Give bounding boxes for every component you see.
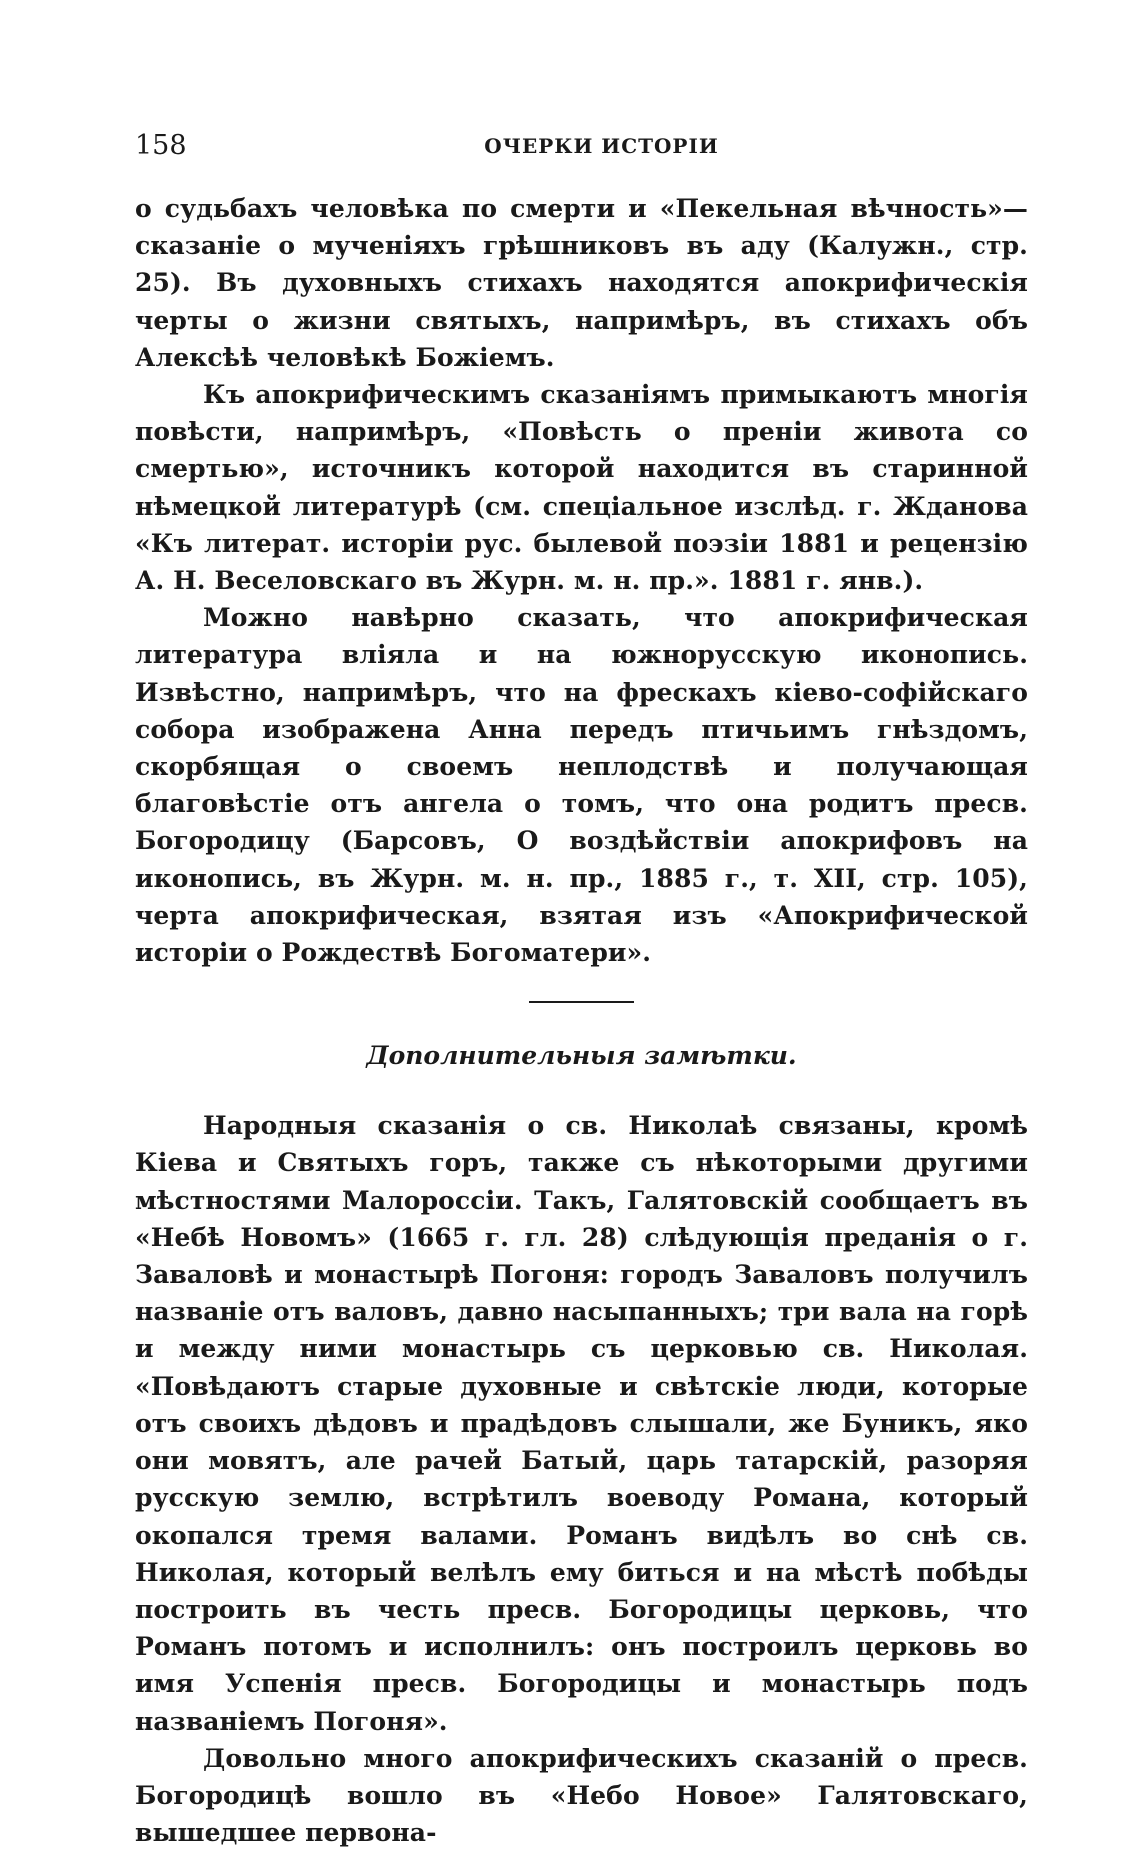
section-title: Дополнительныя замѣтки.	[366, 1041, 797, 1071]
paragraph: Народныя сказанія о св. Николаѣ связаны, кромѣ Кіева и Святыхъ горъ, также съ нѣкоторыми другими мѣстностями Малороссіи. Такъ, Галятовскій сообщаетъ въ «Небѣ Новомъ» (1665 г. гл. 28) слѣдующія преданія о г. Заваловѣ и монастырѣ Погоня: городъ Заваловъ получилъ названіе отъ валовъ, давно насыпанныхъ; три вала на горѣ и между ними монастырь съ церковью св. Николая. «Повѣдаютъ старые духовные и свѣтскіе люди, которые отъ своихъ дѣдовъ и прадѣдовъ слышали, же Буникъ, яко они мовятъ, але рачей Батый, царь татарскій, разоряя русскую землю, встрѣтилъ воеводу Романа, который окопался тремя валами. Романъ видѣлъ во снѣ св. Николая, который велѣлъ ему биться и на мѣстѣ побѣды построить въ честь пресв. Богородицы церковь, что Романъ потомъ и исполнилъ: онъ построилъ церковь во имя Успенія пресв. Богородицы и монастырь подъ названіемъ Погоня».	[135, 1111, 1028, 1736]
paragraph: Можно навѣрно сказать, что апокрифическая литература вліяла и на южнорусскую иконопись. Извѣстно, напримѣръ, что на фрескахъ кіево-софійскаго собора изображена Анна передъ птичьимъ гнѣздомъ, скорбящая о своемъ неплодствѣ и получающая благовѣстіе отъ ангела о томъ, что она родитъ пресв. Богородицу (Барсовъ, О воздѣйствіи апокрифовъ на иконопись, въ Журн. м. н. пр., 1885 г., т. XII, стр. 105), черта апокрифическая, взятая изъ «Апокрифической исторіи о Рождествѣ Богоматери».	[135, 603, 1028, 968]
page-body	[135, 190, 1028, 1851]
paragraph: Къ апокрифическимъ сказаніямъ примыкаютъ многія повѣсти, напримѣръ, «Повѣсть о преніи живота со смертью», источникъ которой находится въ старинной нѣмецкой литературѣ (см. спеціальное изслѣд. г. Жданова «Къ литерат. исторіи рус. былевой поэзіи 1881 и рецензію А. Н. Веселовскаго въ Журн. м. н. пр.». 1881 г. янв.).	[135, 380, 1028, 596]
running-head: ОЧЕРКИ ИСТОРІИ	[484, 134, 719, 158]
section-divider	[529, 1001, 634, 1003]
page-number: 158	[135, 130, 187, 161]
paragraph-continued: о судьбахъ человѣка по смерти и «Пекельная вѣчность»—сказаніе о мученіяхъ грѣшниковъ въ аду (Калужн., стр. 25). Въ духовныхъ стихахъ находятся апокрифическія черты о жизни святыхъ, напримѣръ, въ стихахъ объ Алексѣѣ человѣкѣ Божіемъ.	[135, 194, 1028, 372]
page-header	[135, 128, 1028, 164]
paragraph: Довольно много апокрифическихъ сказаній о пресв. Богородицѣ вошло въ «Небо Новое» Галятовскаго, вышедшее первона-	[135, 1743, 1028, 1848]
